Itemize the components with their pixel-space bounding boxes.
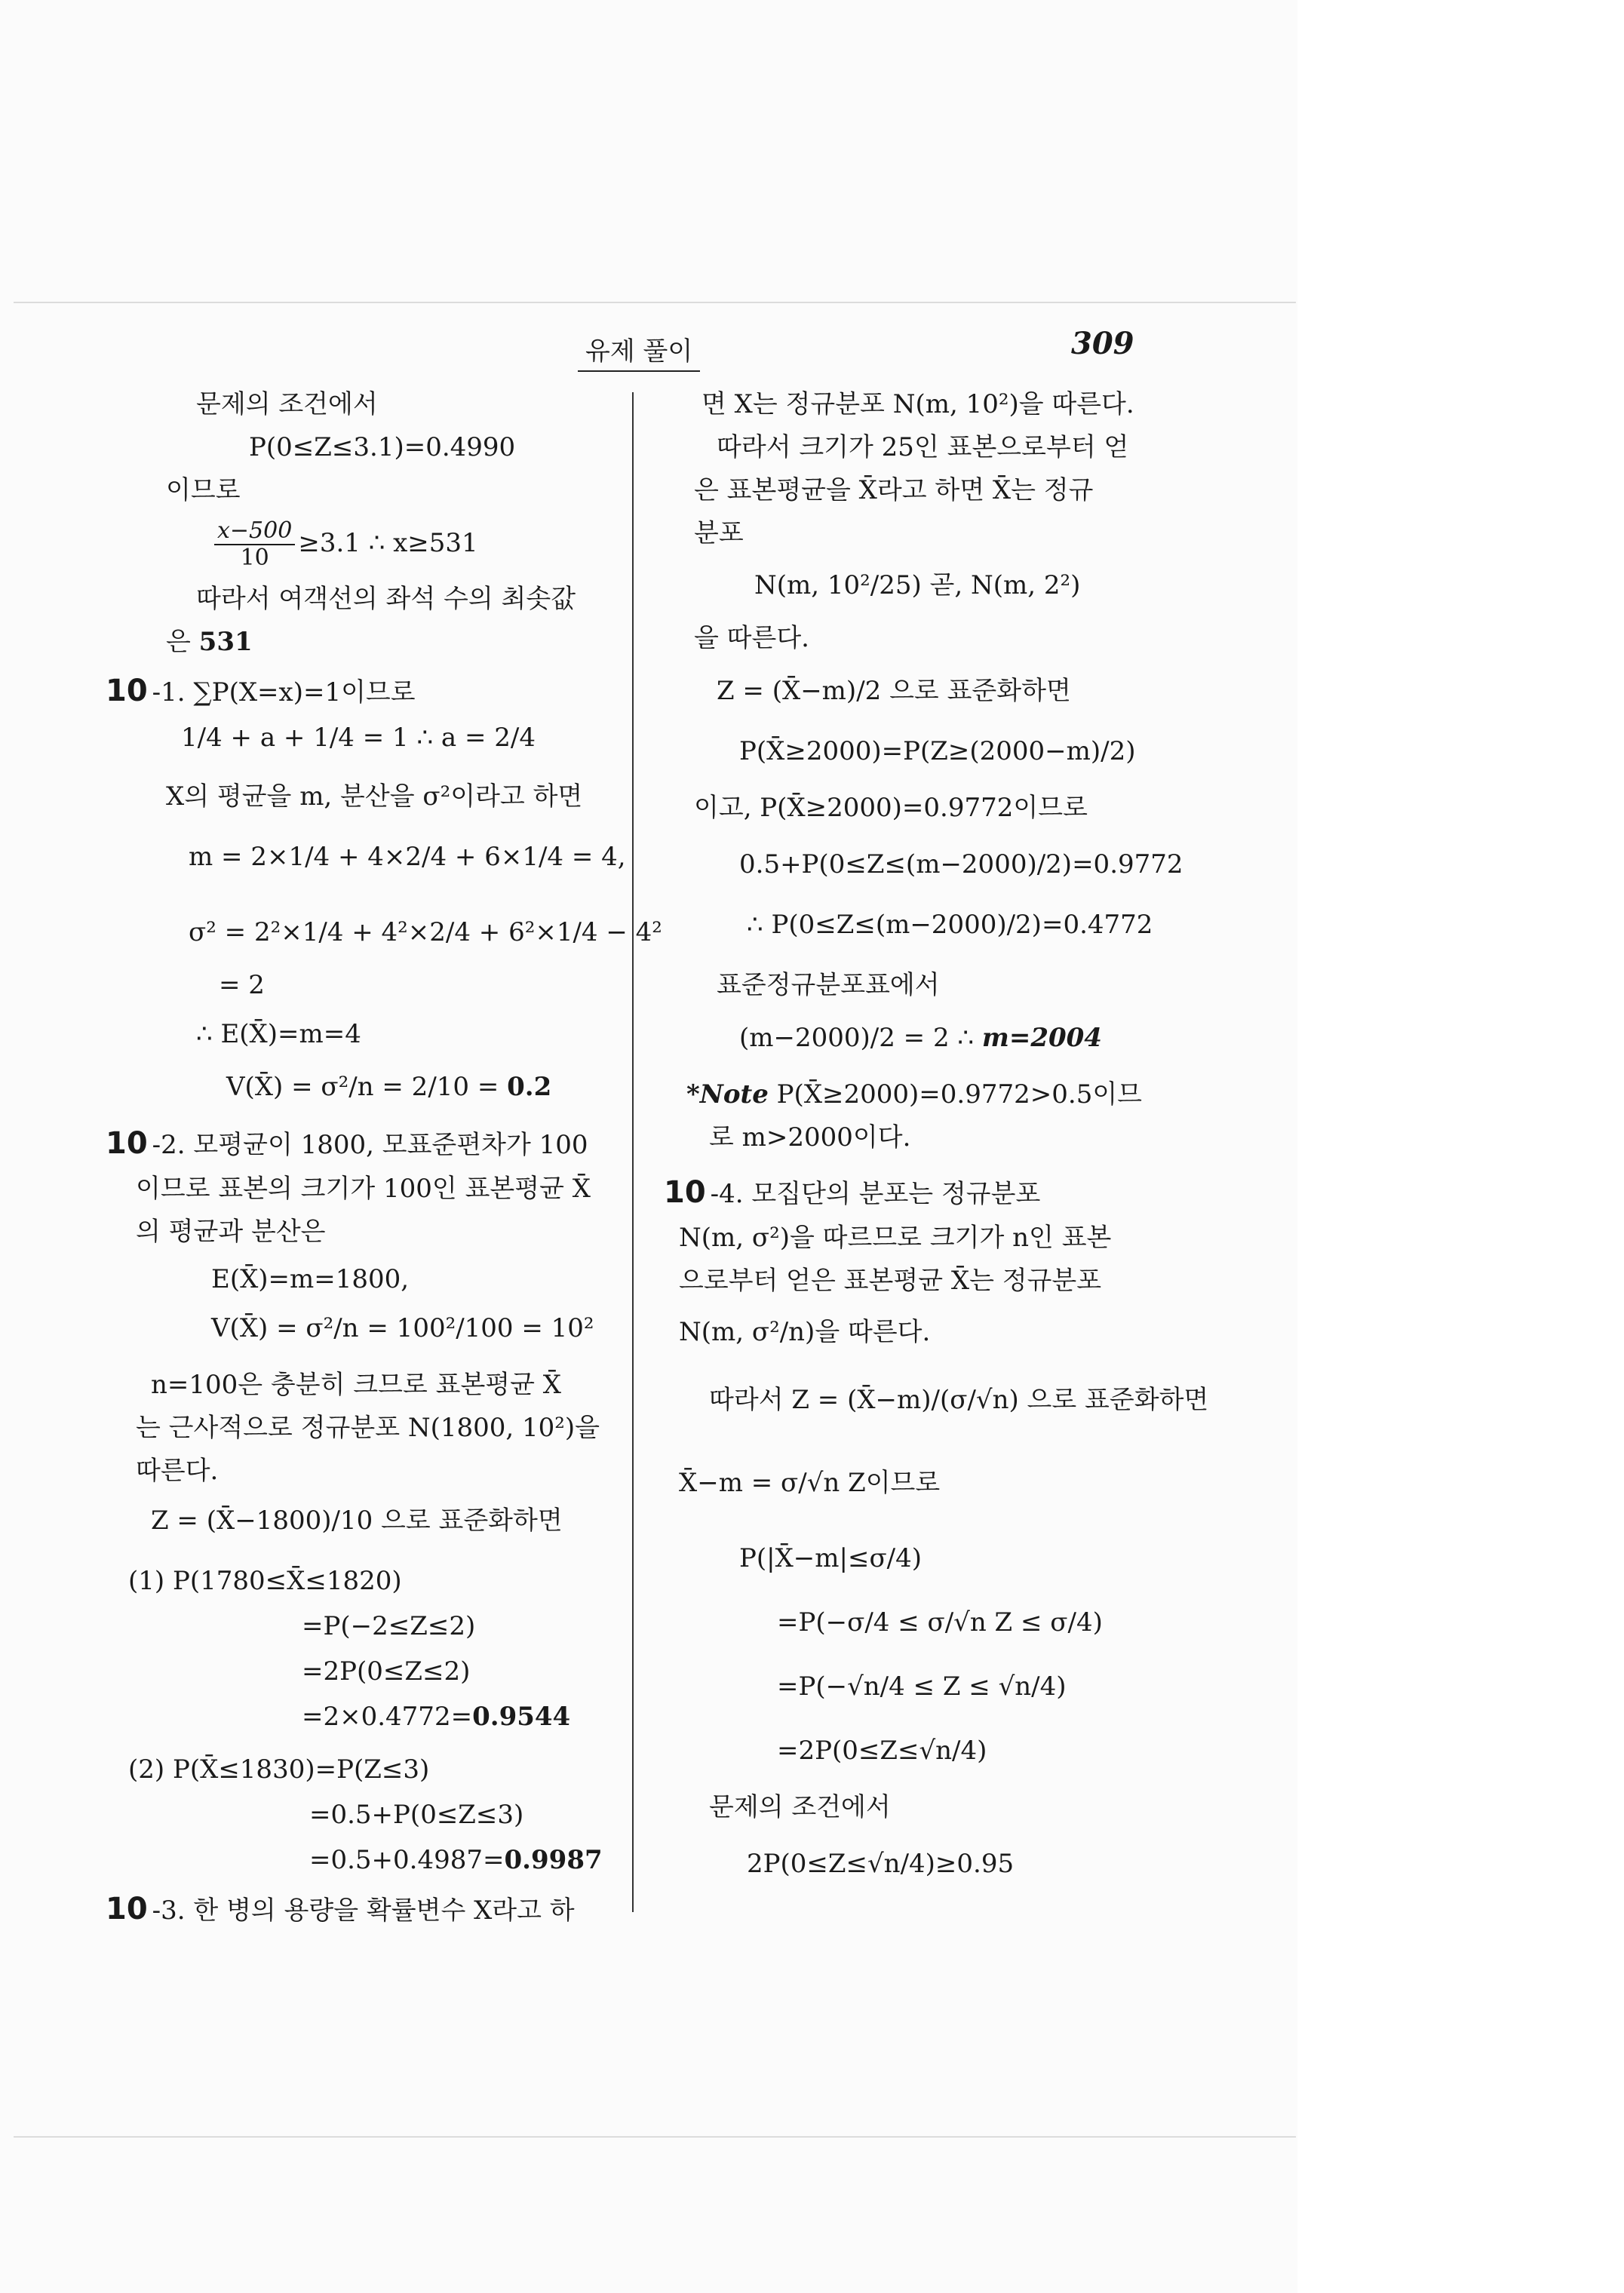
equation: ∴ E(X̄)=m=4 xyxy=(196,1019,361,1049)
equation: X̄−m = σ/√n Z이므로 xyxy=(679,1468,941,1498)
text-line: 의 평균과 분산은 xyxy=(136,1217,326,1247)
equation: E(X̄)=m=1800, xyxy=(211,1264,410,1294)
equation: P(X̄≥2000)=P(Z≥(2000−m)/2) xyxy=(739,736,1136,766)
problem-heading: 10 -2. 모평균이 1800, 모표준편차가 100 xyxy=(106,1126,588,1161)
equation: =P(−2≤Z≤2) xyxy=(302,1611,476,1641)
text-line: X의 평균을 m, 분산을 σ²이라고 하면 xyxy=(166,781,583,812)
equation: 0.5+P(0≤Z≤(m−2000)/2)=0.9772 xyxy=(739,849,1183,879)
equation: V(X̄) = σ²/n = 100²/100 = 10² xyxy=(211,1313,594,1343)
text-line: 따라서 크기가 25인 표본으로부터 얻 xyxy=(717,432,1129,462)
page-top-rule xyxy=(14,302,1296,303)
text-line: 으로부터 얻은 표본평균 X̄는 정규분포 xyxy=(679,1266,1102,1296)
text-line: 이므로 표본의 크기가 100인 표본평균 X̄ xyxy=(136,1174,591,1204)
text-line: 따라서 여객선의 좌석 수의 최솟값 xyxy=(196,584,576,614)
equation: ∴ P(0≤Z≤(m−2000)/2)=0.4772 xyxy=(747,910,1153,940)
equation: Z = (X̄−m)/2 으로 표준화하면 xyxy=(717,676,1071,706)
text-line: 면 X는 정규분포 N(m, 10²)을 따른다. xyxy=(701,389,1134,419)
equation: (m−2000)/2 = 2 ∴ m=2004 xyxy=(739,1023,1102,1053)
equation: =P(−√n/4 ≤ Z ≤ √n/4) xyxy=(777,1671,1067,1702)
equation: =2×0.4772=0.9544 xyxy=(302,1702,571,1732)
equation: $\frac{x-500}{10}$ ≥3.1 ∴ x≥531 xyxy=(211,513,478,573)
equation: N(m, 10²/25) 곧, N(m, 2²) xyxy=(754,570,1081,600)
text-line: 이므로 xyxy=(166,475,241,505)
equation: σ² = 2²×1/4 + 4²×2/4 + 6²×1/4 − 4² xyxy=(189,917,662,947)
text-line: N(m, σ²)을 따르므로 크기가 n인 표본 xyxy=(679,1223,1112,1253)
text-line: n=100은 충분히 크므로 표본평균 X̄ xyxy=(151,1370,561,1400)
text-line: 은 531 xyxy=(166,627,253,657)
equation: =2P(0≤Z≤2) xyxy=(302,1656,471,1687)
equation: V(X̄) = σ²/n = 2/10 = 0.2 xyxy=(226,1072,552,1102)
equation: (1) P(1780≤X̄≤1820) xyxy=(128,1566,402,1596)
text-line: 은 표본평균을 X̄라고 하면 X̄는 정규 xyxy=(694,475,1094,505)
equation: Z = (X̄−1800)/10 으로 표준화하면 xyxy=(151,1506,563,1536)
equation: =P(−σ/4 ≤ σ/√n Z ≤ σ/4) xyxy=(777,1607,1103,1638)
column-divider xyxy=(632,392,634,1912)
text-line: 표준정규분포표에서 xyxy=(717,970,940,1000)
equation: P(0≤Z≤3.1)=0.4990 xyxy=(249,432,516,462)
problem-heading: 10 -1. ∑P(X=x)=1이므로 xyxy=(106,674,416,708)
page-header xyxy=(558,326,1147,373)
text-line: 문제의 조건에서 xyxy=(709,1792,891,1822)
equation: P(|X̄−m|≤σ/4) xyxy=(739,1543,923,1573)
equation: (2) P(X̄≤1830)=P(Z≤3) xyxy=(128,1754,430,1785)
equation: = 2 xyxy=(219,970,265,1000)
equation: m = 2×1/4 + 4×2/4 + 6×1/4 = 4, xyxy=(189,842,626,872)
text-line: 따른다. xyxy=(136,1456,219,1486)
page-bottom-rule xyxy=(14,2136,1296,2138)
equation: =0.5+0.4987=0.9987 xyxy=(309,1845,603,1875)
problem-heading: 10 -3. 한 병의 용량을 확률변수 X라고 하 xyxy=(106,1892,575,1926)
running-title: 유제 풀이 xyxy=(578,330,700,372)
equation: =0.5+P(0≤Z≤3) xyxy=(309,1800,524,1830)
text-line: 분포 xyxy=(694,518,744,548)
equation: =2P(0≤Z≤√n/4) xyxy=(777,1736,987,1766)
note: *Note P(X̄≥2000)=0.9772>0.5이므 xyxy=(686,1079,1143,1110)
text-line: N(m, σ²/n)을 따른다. xyxy=(679,1317,931,1347)
text-line: 로 m>2000이다. xyxy=(709,1122,911,1153)
text-line: 이고, P(X̄≥2000)=0.9772이므로 xyxy=(694,793,1088,823)
fraction: $\frac{x-500}{10}$ xyxy=(214,518,295,571)
page-number: 309 xyxy=(1071,326,1134,361)
equation: 1/4 + a + 1/4 = 1 ∴ a = 2/4 xyxy=(181,723,536,753)
equation: 2P(0≤Z≤√n/4)≥0.95 xyxy=(747,1849,1015,1879)
problem-heading: 10 -4. 모집단의 분포는 정규분포 xyxy=(664,1175,1041,1210)
text-line: 을 따른다. xyxy=(694,623,809,653)
text-line: 문제의 조건에서 xyxy=(196,389,378,419)
text-line: 는 근사적으로 정규분포 N(1800, 10²)을 xyxy=(136,1413,600,1443)
equation: 따라서 Z = (X̄−m)/(σ/√n) 으로 표준화하면 xyxy=(709,1385,1209,1415)
